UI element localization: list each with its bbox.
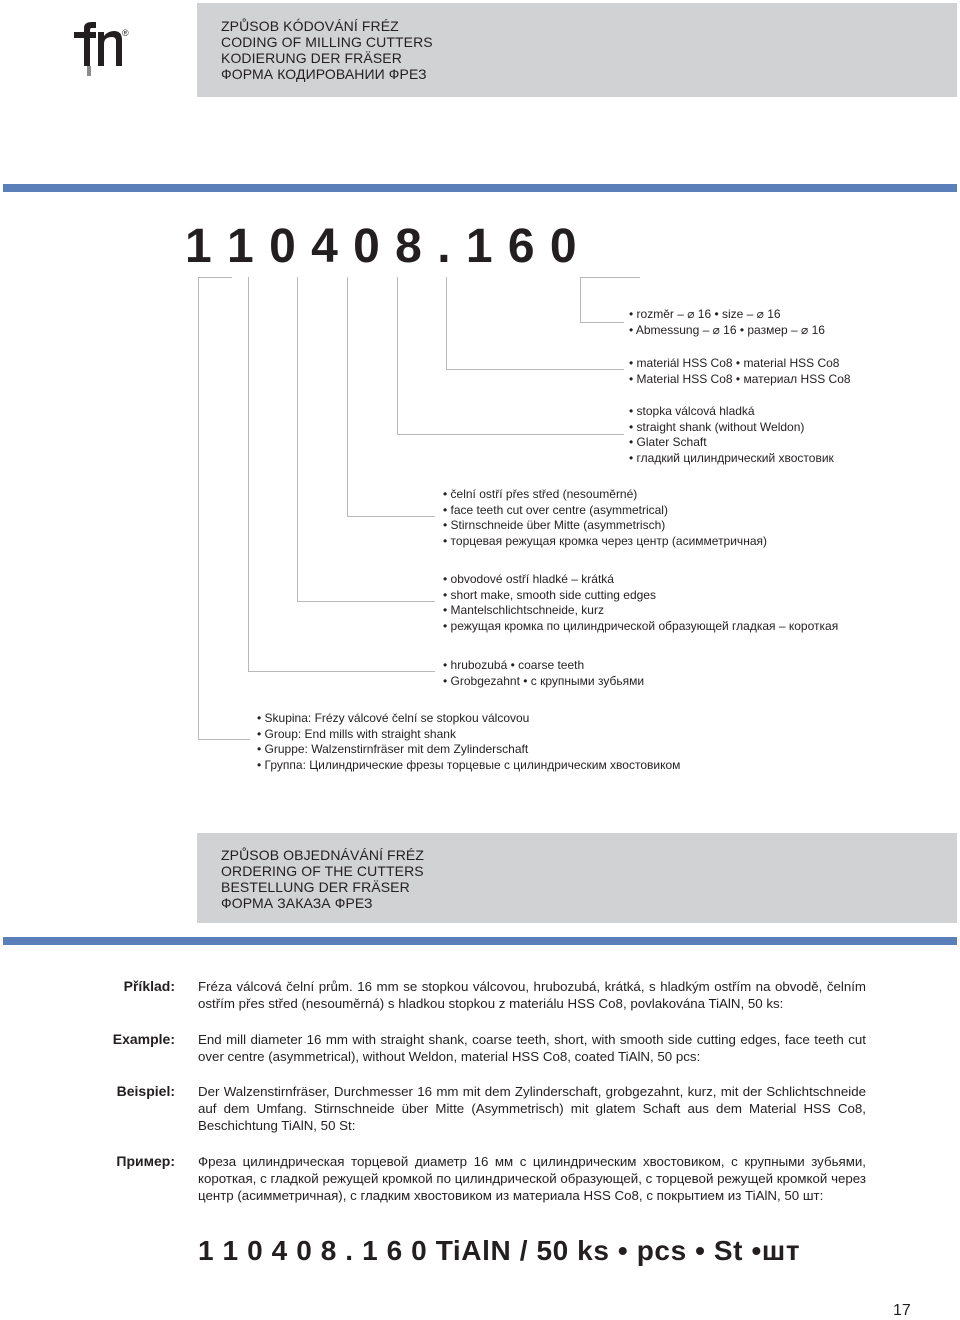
example-text-de: Der Walzenstirnfräser, Durchmesser 16 mm mit dem Zylinderschaft, grobgezahnt, kurz, mit der Schlichtschneide auf dem Umfang. Stirnschneide über Mitte (Asymmetrisch) mit glatem Schaft aus dem Material HSS Co8, Beschichtung TiAlN, 50 St: bbox=[198, 1084, 866, 1133]
page-number: 17 bbox=[893, 1302, 911, 1319]
example-text-cz: Fréza válcová čelní prům. 16 mm se stopkou válcovou, hrubozubá, krátká, s hladkým ostřím na obvodě, čelním ostřím přes střed (nesouměrná) s hladkou stopkou z materiálu HSS Co8, povlakována TiAlN, 50 ks: bbox=[198, 979, 866, 1011]
shank-description: • stopka válcová hladká • straight shank (without Weldon) • Glater Schaft • гладкий цилиндрический хвостовик bbox=[629, 404, 834, 466]
example-label-de: Beispiel: bbox=[116, 1083, 175, 1099]
section-divider-bottom bbox=[3, 937, 957, 945]
company-logo bbox=[70, 22, 130, 78]
section-divider-top bbox=[3, 184, 957, 192]
group-description: • Skupina: Frézy válcové čelní se stopkou válcovou • Group: End mills with straight shank • Gruppe: Walzenstirnfräser mit dem Zylinderschaft • Группа: Цилиндрические фрезы торцевые с цилиндрическим хвостовиком bbox=[257, 711, 681, 773]
face-teeth-description: • čelní ostří přes střed (nesouměrné) • face teeth cut over centre (asymmetrical) • Stirnschneide über Mitte (asymmetrisch) • торцевая режущая кромка через центр (асимметричная) bbox=[443, 487, 767, 549]
registered-mark: ® bbox=[122, 28, 129, 38]
side-edge-description: • obvodové ostří hladké – krátká • short make, smooth side cutting edges • Mantelschlichtschneide, kurz • режущая кромка по цилиндрической образующей гладкая – короткая bbox=[443, 572, 839, 634]
example-label-en: Example: bbox=[112, 1031, 175, 1047]
coding-title-en: CODING OF MILLING CUTTERS bbox=[221, 34, 433, 50]
ordering-title-cz: ZPŮSOB OBJEDNÁVÁNÍ FRÉZ bbox=[221, 847, 424, 863]
coding-title-cz: ZPŮSOB KÓDOVÁNÍ FRÉZ bbox=[221, 18, 399, 34]
material-description: • materiál HSS Co8 • material HSS Co8 • Material HSS Co8 • материал HSS Co8 bbox=[629, 356, 851, 386]
example-label-ru: Пример: bbox=[116, 1153, 175, 1169]
order-code: 1 1 0 4 0 8 . 1 6 0 TiAlN / 50 ks • pcs • St •шт bbox=[198, 1235, 801, 1266]
coding-header-text bbox=[221, 18, 433, 82]
ordering-title-en: ORDERING OF THE CUTTERS bbox=[221, 863, 424, 879]
size-description: • rozměr – ⌀ 16 • size – ⌀ 16 • Abmessung – ⌀ 16 • размер – ⌀ 16 bbox=[629, 307, 825, 337]
example-text-ru: Фреза цилиндрическая торцевой диаметр 16 мм с цилиндрическим хвостовиком, с крупными зубьями, короткая, с гладкой режущей кромкой по цилиндрической образующей, с торцевой режущей кромкой через центр (асимметричная), с гладким хвостовиком из материала HSS Co8, с покрытием из TiAlN, 50 шт: bbox=[198, 1154, 866, 1203]
product-code: 1 1 0 4 0 8 . 1 6 0 bbox=[185, 220, 578, 273]
coding-title-ru: ФОРМА КОДИРОВАНИИ ФРЕЗ bbox=[221, 66, 427, 82]
coding-title-de: KODIERUNG DER FRÄSER bbox=[221, 50, 402, 66]
ordering-title-ru: ФОРМА ЗАКАЗА ФРЕЗ bbox=[221, 895, 373, 911]
example-label-cz: Příklad: bbox=[123, 978, 175, 994]
example-text-en: End mill diameter 16 mm with straight shank, coarse teeth, short, with smooth side cutting edges, face teeth cut over centre (asymmetrical), without Weldon, material HSS Co8, coated TiAlN, 50 pcs: bbox=[198, 1032, 866, 1064]
ordering-header-text bbox=[221, 847, 424, 911]
ordering-title-de: BESTELLUNG DER FRÄSER bbox=[221, 879, 410, 895]
teeth-description: • hrubozubá • coarse teeth • Grobgezahnt • с крупными зубьями bbox=[443, 658, 645, 688]
